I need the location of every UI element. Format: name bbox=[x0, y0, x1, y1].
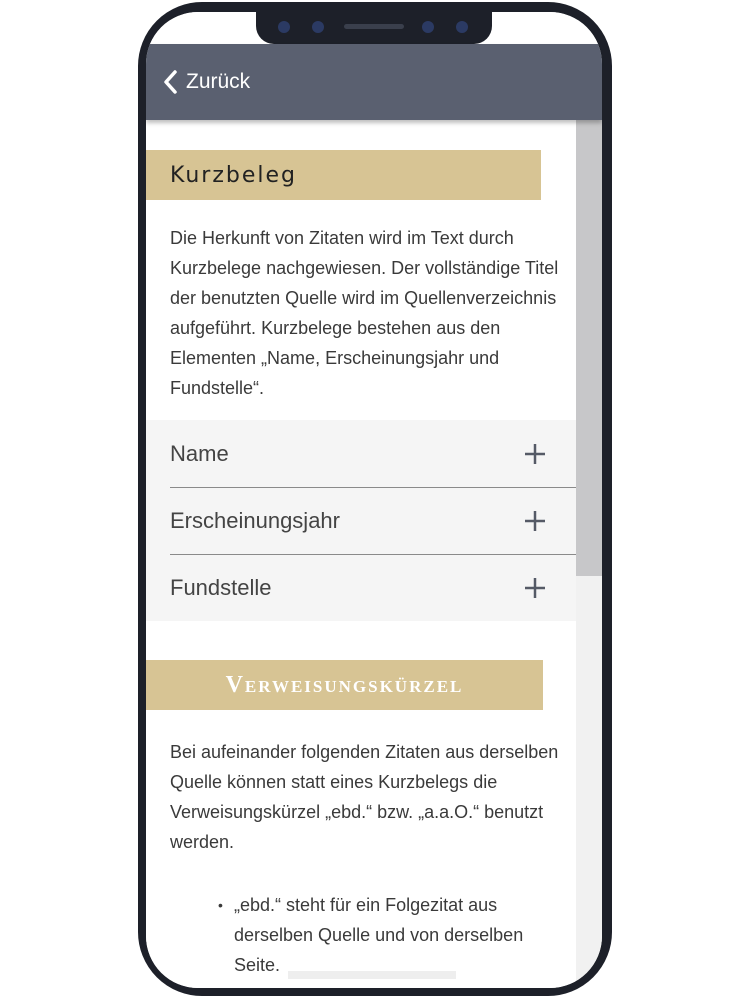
accordion-item-fundstelle[interactable] bbox=[170, 554, 576, 621]
verweisung-paragraph: Bei aufeinander folgenden Zitaten aus derselben Quelle können statt eines Kurzbelegs die Verweisungskürzel „ebd.“ bzw. „a.a.O.“ benutzt werden. bbox=[170, 742, 559, 852]
camera-icon bbox=[456, 21, 468, 33]
plus-icon bbox=[524, 443, 546, 465]
section-title-verweisung: Verweisungskürzel bbox=[225, 671, 464, 698]
top-navigation-bar bbox=[146, 44, 602, 120]
phone-notch bbox=[256, 12, 492, 44]
back-button[interactable] bbox=[160, 66, 250, 98]
back-button-label: Zurück bbox=[186, 70, 251, 93]
section-title-kurzbeleg: Kurzbeleg bbox=[170, 162, 297, 188]
sensor-icon bbox=[312, 21, 324, 33]
accordion-item-name[interactable] bbox=[170, 420, 576, 487]
kurzbeleg-paragraph: Die Herkunft von Zitaten wird im Text durch Kurzbelege nachgewiesen. Der vollständige Titel der benutzten Quelle wird im Quellenverzeichnis aufgeführt. Kurzbelege bestehen aus den Elementen „Name, Erscheinungsjahr und Fundstelle“. bbox=[170, 228, 559, 398]
content-area bbox=[146, 120, 576, 988]
section-header-verweisung bbox=[146, 660, 543, 710]
scrollbar-thumb[interactable] bbox=[576, 120, 602, 576]
accordion-label: Fundstelle bbox=[170, 574, 272, 600]
chevron-left-icon bbox=[160, 68, 182, 96]
kurzbeleg-accordion bbox=[146, 420, 576, 621]
list-item: • „ebd.“ steht für ein Folgezitat aus derselben Quelle und von derselben Seite. bbox=[218, 890, 548, 980]
phone-screen bbox=[146, 12, 602, 988]
plus-icon bbox=[524, 510, 546, 532]
camera-icon bbox=[278, 21, 290, 33]
sensor-icon bbox=[422, 21, 434, 33]
loading-placeholder bbox=[288, 971, 456, 979]
speaker-grille bbox=[344, 24, 404, 29]
accordion-item-erscheinungsjahr[interactable] bbox=[170, 487, 576, 554]
accordion-label: Erscheinungsjahr bbox=[170, 507, 340, 533]
plus-icon bbox=[524, 577, 546, 599]
section-header-kurzbeleg bbox=[146, 150, 541, 200]
verweisung-bullet-list bbox=[218, 890, 548, 980]
accordion-label: Name bbox=[170, 440, 229, 466]
